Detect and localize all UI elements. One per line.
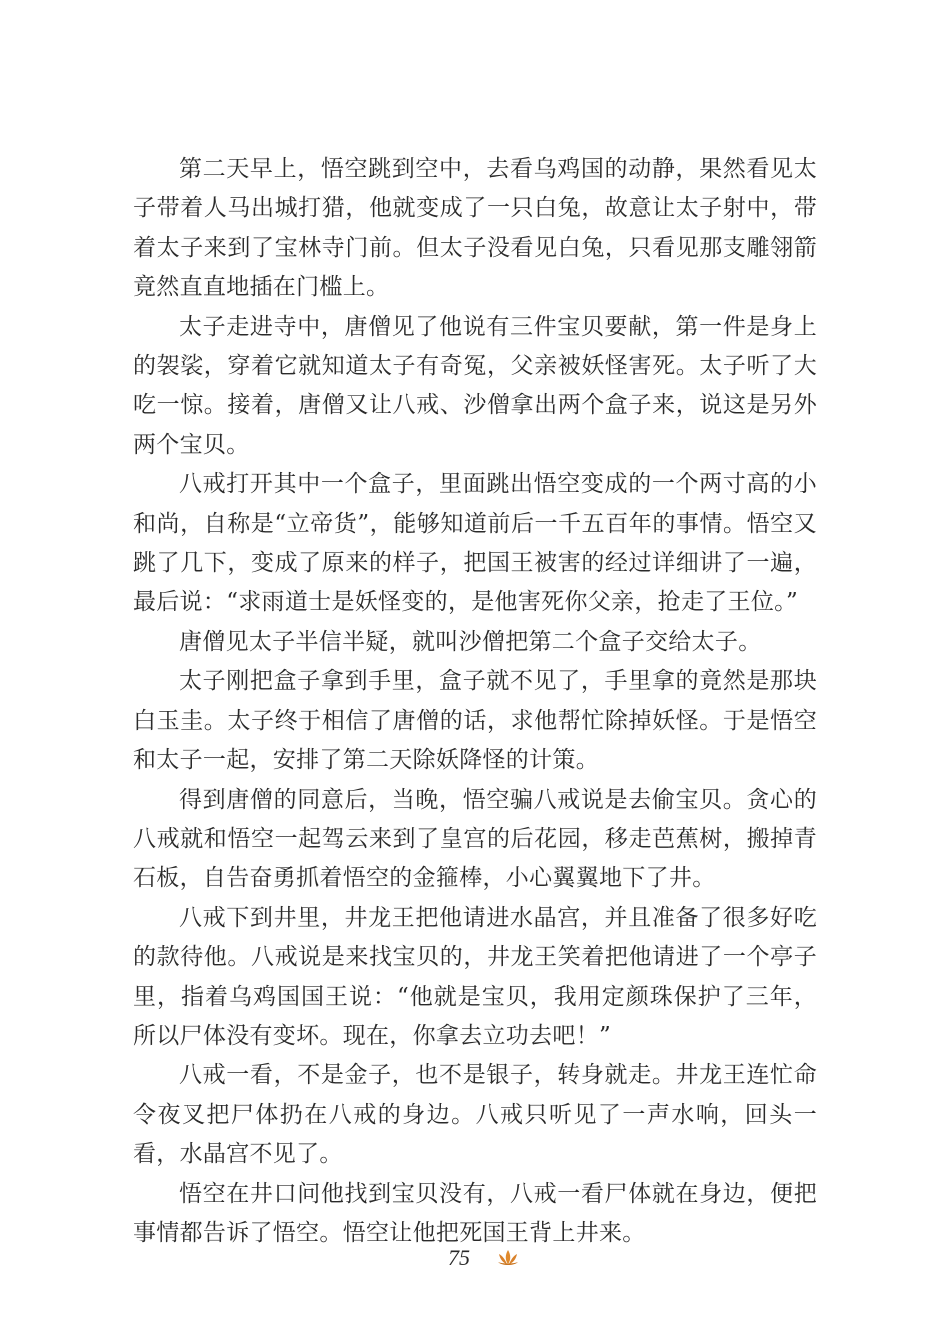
page-footer [0, 1245, 944, 1275]
lotus-ornament-icon [495, 1247, 521, 1269]
paragraph: 得到唐僧的同意后，当晚，悟空骗八戒说是去偷宝贝。贪心的八戒就和悟空一起驾云来到了皇宫的后花园，移走芭蕉树，搬掉青石板，自告奋勇抓着悟空的金箍棒，小心翼翼地下了井。 [133, 786, 817, 892]
paragraph: 悟空在井口问他找到宝贝没有，八戒一看尸体就在身边，便把事情都告诉了悟空。悟空让他把死国王背上井来。 [133, 1180, 817, 1246]
paragraph: 太子走进寺中，唐僧见了他说有三件宝贝要献，第一件是身上的袈裟，穿着它就知道太子有奇冤，父亲被妖怪害死。太子听了大吃一惊。接着，唐僧又让八戒、沙僧拿出两个盒子来，说这是另外两个宝贝。 [133, 313, 817, 458]
paragraph: 唐僧见太子半信半疑，就叫沙僧把第二个盒子交给太子。 [179, 628, 762, 655]
page-number: 75 [448, 1245, 470, 1270]
paragraph: 太子刚把盒子拿到手里，盒子就不见了，手里拿的竟然是那块白玉圭。太子终于相信了唐僧的话，求他帮忙除掉妖怪。于是悟空和太子一起，安排了第二天除妖降怪的计策。 [133, 668, 817, 774]
paragraph: 八戒下到井里，井龙王把他请进水晶宫，并且准备了很多好吃的款待他。八戒说是来找宝贝的，井龙王笑着把他请进了一个亭子里，指着乌鸡国国王说：“他就是宝贝，我用定颜珠保护了三年，所以尸体没有变坏。现在，你拿去立功去吧！” [133, 904, 817, 1049]
body-text [133, 150, 817, 1253]
paragraph: 第二天早上，悟空跳到空中，去看乌鸡国的动静，果然看见太子带着人马出城打猎，他就变成了一只白兔，故意让太子射中，带着太子来到了宝林寺门前。但太子没看见白兔，只看见那支雕翎箭竟然直直地插在门槛上。 [133, 156, 817, 301]
paragraph: 八戒一看，不是金子，也不是银子，转身就走。井龙王连忙命令夜叉把尸体扔在八戒的身边。八戒只听见了一声水响，回头一看，水晶宫不见了。 [133, 1062, 817, 1168]
paragraph: 八戒打开其中一个盒子，里面跳出悟空变成的一个两寸高的小和尚，自称是“立帝货”，能够知道前后一千五百年的事情。悟空又跳了几下，变成了原来的样子，把国王被害的经过详细讲了一遍，最后说：“求雨道士是妖怪变的，是他害死你父亲，抢走了王位。” [133, 471, 817, 616]
